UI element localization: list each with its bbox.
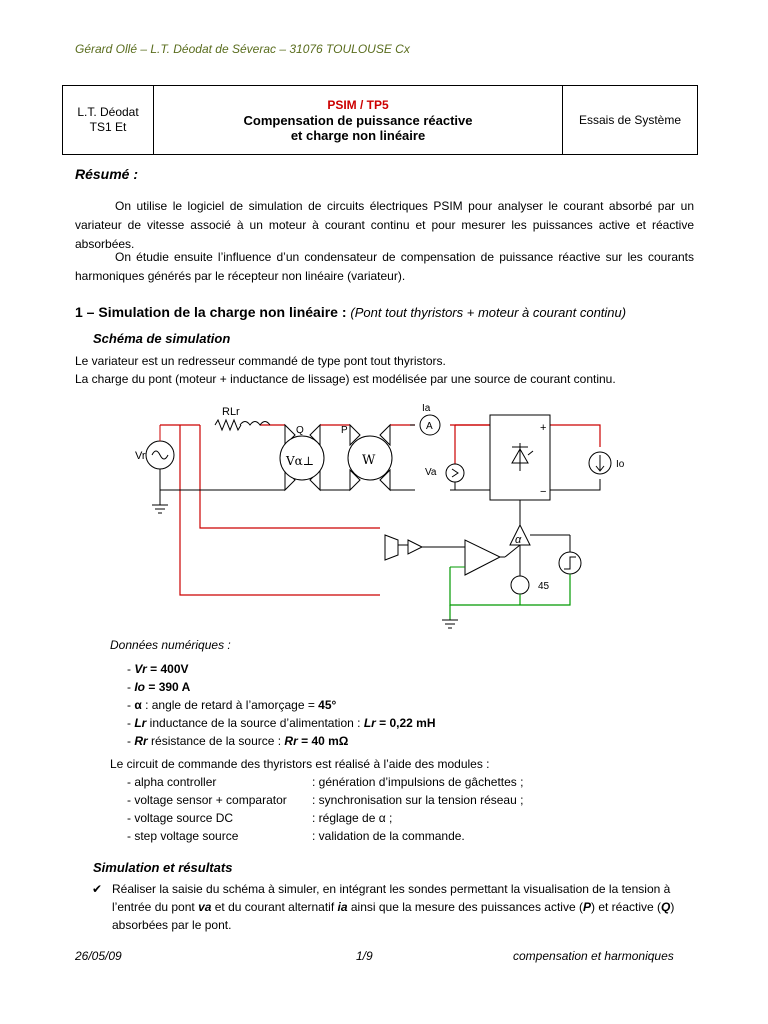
donnee-alpha: - α : angle de retard à l’amorçage = 45° xyxy=(127,698,337,712)
voltmeter-va xyxy=(446,464,464,482)
donnee-lr: - Lr inductance de la source d’alimentation : Lr = 0,22 mH xyxy=(127,716,436,730)
commande-intro: Le circuit de commande des thyristors est réalisé à l’aide des modules : xyxy=(110,757,490,771)
schema-line-1: Le variateur est un redresseur commandé de type pont tout thyristors. xyxy=(75,354,446,368)
green-wires xyxy=(450,567,570,620)
circuit-schematic xyxy=(130,395,630,635)
label-vr: Vr xyxy=(135,450,146,462)
step-source xyxy=(559,535,581,574)
resume-paragraph-2: On étudie ensuite l’influence d’un condensateur de compensation de puissance réactive sur les courants harmoniques générés par le récepteur non linéaire (variateur). xyxy=(75,250,694,283)
donnee-vr: - Vr = 400V xyxy=(127,662,189,676)
w-meter-label: W xyxy=(362,453,376,468)
ammeter-symbol: A xyxy=(426,421,433,432)
label-va: Va xyxy=(425,467,437,478)
school-cell xyxy=(63,86,154,155)
donnee-io: - Io = 390 A xyxy=(127,680,191,694)
school-line2: TS1 Et xyxy=(89,120,127,134)
donnees-heading: Données numériques : xyxy=(110,638,231,652)
voltage-source-vr xyxy=(146,425,174,490)
title-box xyxy=(62,85,698,155)
alpha-symbol: α xyxy=(515,534,522,546)
footer-page: 1/9 xyxy=(356,949,373,963)
simulation-bullet: ✔ Réaliser la saisie du schéma à simuler, en intégrant les sondes permettant la visualisation de la tension à l’entrée du pont va et du courant alternatif ia ainsi que la mesure des puissances active (P) et réactive (Q) absorbées par le pont. xyxy=(92,882,675,932)
label-rlr: RLr xyxy=(222,406,240,418)
comparator xyxy=(450,540,505,575)
label-io: Io xyxy=(616,459,625,470)
dc-value: 45 xyxy=(538,581,550,592)
bridge-minus: − xyxy=(540,486,547,498)
footer-topic: compensation et harmoniques xyxy=(513,949,674,963)
module-row: - alpha controller : génération d’impulsions de gâchettes ; xyxy=(127,775,524,789)
module-row: - step voltage source : validation de la commande. xyxy=(127,829,465,843)
module-row: - voltage sensor + comparator : synchronisation sur la tension réseau ; xyxy=(127,793,524,807)
doc-title-1: Compensation de puissance réactive xyxy=(243,112,473,128)
section-1-title: 1 – Simulation de la charge non linéaire : (Pont tout thyristors + moteur à courant continu) xyxy=(75,304,627,320)
schema-heading: Schéma de simulation xyxy=(93,331,231,346)
va-meter-label: Vα⊥ xyxy=(286,454,315,468)
label-ia: Ia xyxy=(422,403,431,414)
page-header: Gérard Ollé – L.T. Déodat de Séverac – 31076 TOULOUSE Cx xyxy=(75,42,410,56)
category-cell: Essais de Système xyxy=(563,86,698,155)
checkmark-icon: ✔ xyxy=(92,882,103,896)
voltage-sensor xyxy=(385,535,465,560)
resume-heading: Résumé : xyxy=(75,166,139,182)
schema-line-2: La charge du pont (moteur + inductance de lissage) est modélisée par une source de courant continu. xyxy=(75,372,616,386)
dc-source xyxy=(511,545,529,594)
label-q: Q xyxy=(296,425,304,436)
simulation-heading: Simulation et résultats xyxy=(93,860,233,875)
school-line1: L.T. Déodat xyxy=(77,105,139,119)
doc-title-2: et charge non linéaire xyxy=(290,127,426,143)
ground-symbol xyxy=(442,620,458,628)
doc-code: PSIM / TP5 xyxy=(327,97,389,112)
current-source-io xyxy=(589,452,611,474)
label-p: P xyxy=(341,425,348,436)
module-row: - voltage source DC : réglage de α ; xyxy=(127,811,393,825)
bridge-plus: + xyxy=(540,422,547,434)
title-cell xyxy=(154,86,563,155)
footer-date: 26/05/09 xyxy=(75,949,122,963)
resume-paragraph-1: On utilise le logiciel de simulation de circuits électriques PSIM pour analyser le courant absorbé par un variateur de vitesse associé à un moteur à courant continu et pour mesurer les puissances active et réactive absorbées. xyxy=(75,199,694,251)
alpha-controller xyxy=(505,500,570,557)
donnee-rr: - Rr résistance de la source : Rr = 40 mΩ xyxy=(127,734,349,748)
